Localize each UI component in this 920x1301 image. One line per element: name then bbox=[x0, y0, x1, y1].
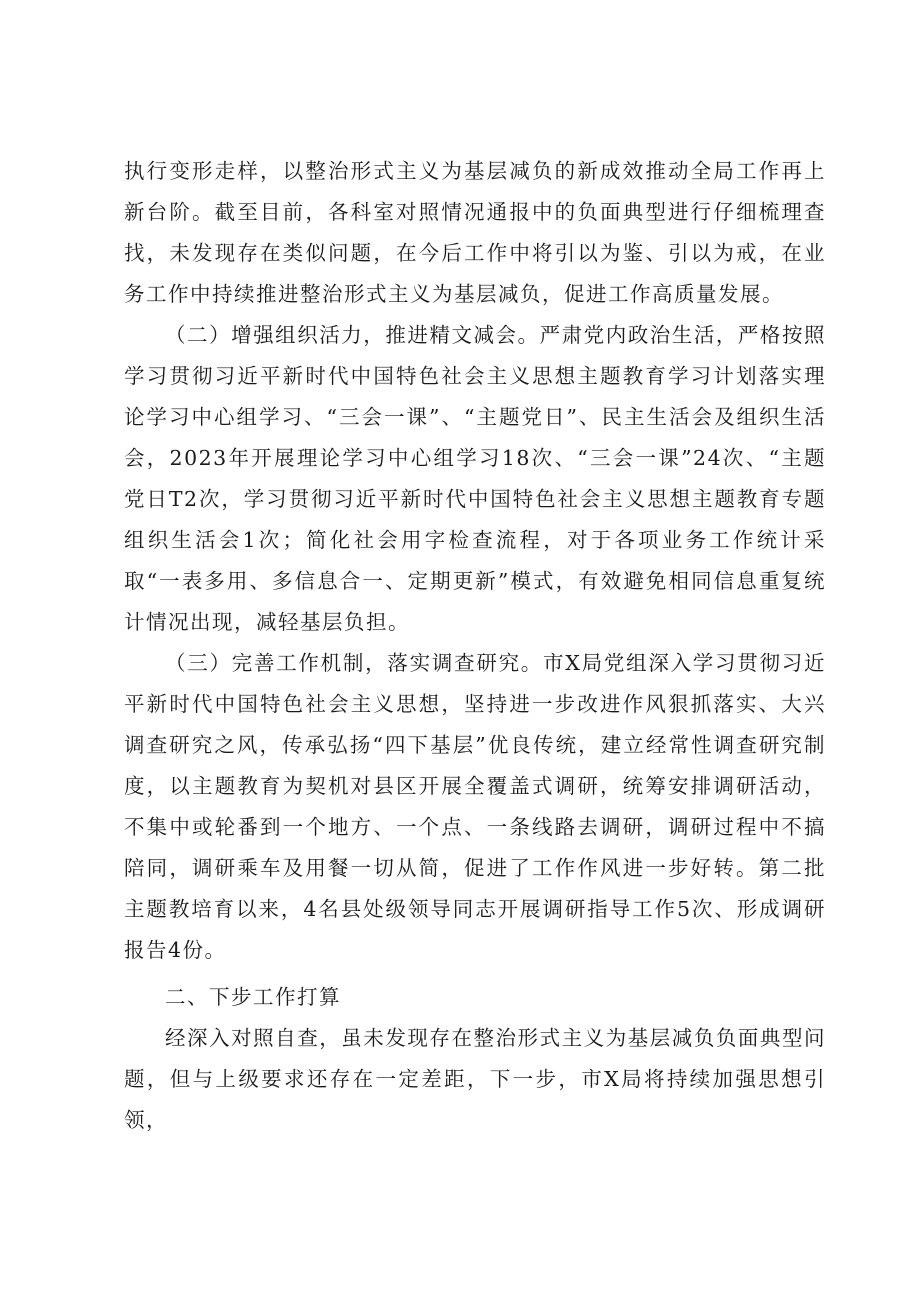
paragraph-next-steps: 经深入对照自查，虽未发现存在整治形式主义为基层减负负面典型问题，但与上级要求还存在一定差距，下一步，市X局将持续加强思想引领， bbox=[124, 1026, 826, 1132]
paragraph-section-2: （二）增强组织活力，推进精文减会。严肃党内政治生活，严格按照学习贯彻习近平新时代中国特色社会主义思想主题教育学习计划落实理论学习中心组学习、“三会一课”、“主题党日”、民主生活会及组织生活会，2023年开展理论学习中心组学习18次、“三会一课”24次、“主题党日T2次，学习贯彻习近平新时代中国特色社会主义思想主题教育专题组织生活会1次；简化社会用字检查流程，对于各项业务工作统计采取“一表多用、多信息合一、定期更新”模式，有效避免相同信息重复统计情况出现，减轻基层负担。 bbox=[124, 323, 826, 634]
paragraph-continuation: 执行变形走样，以整治形式主义为基层减负的新成效推动全局工作再上新台阶。截至目前，各科室对照情况通报中的负面典型进行仔细梳理查找，未发现存在类似问题，在今后工作中将引以为鉴、引以为戒，在业务工作中持续推进整治形式主义为基层减负，促进工作高质量发展。 bbox=[124, 159, 826, 306]
paragraph-section-3: （三）完善工作机制，落实调查研究。市X局党组深入学习贯彻习近平新时代中国特色社会主义思想，坚持进一步改进作风狠抓落实、大兴调查研究之风，传承弘扬“四下基层”优良传统，建立经常性调查研究制度，以主题教育为契机对县区开展全覆盖式调研，统筹安排调研活动，不集中或轮番到一个地方、一个点、一条线路去调研，调研过程中不搞陪同，调研乘车及用餐一切从简，促进了工作作风进一步好转。第二批主题教培育以来，4名县处级领导同志开展调研指导工作5次、形成调研报告4份。 bbox=[124, 651, 826, 962]
section-heading-next-steps: 二、下步工作打算 bbox=[165, 985, 341, 1009]
document-body bbox=[124, 151, 826, 1141]
